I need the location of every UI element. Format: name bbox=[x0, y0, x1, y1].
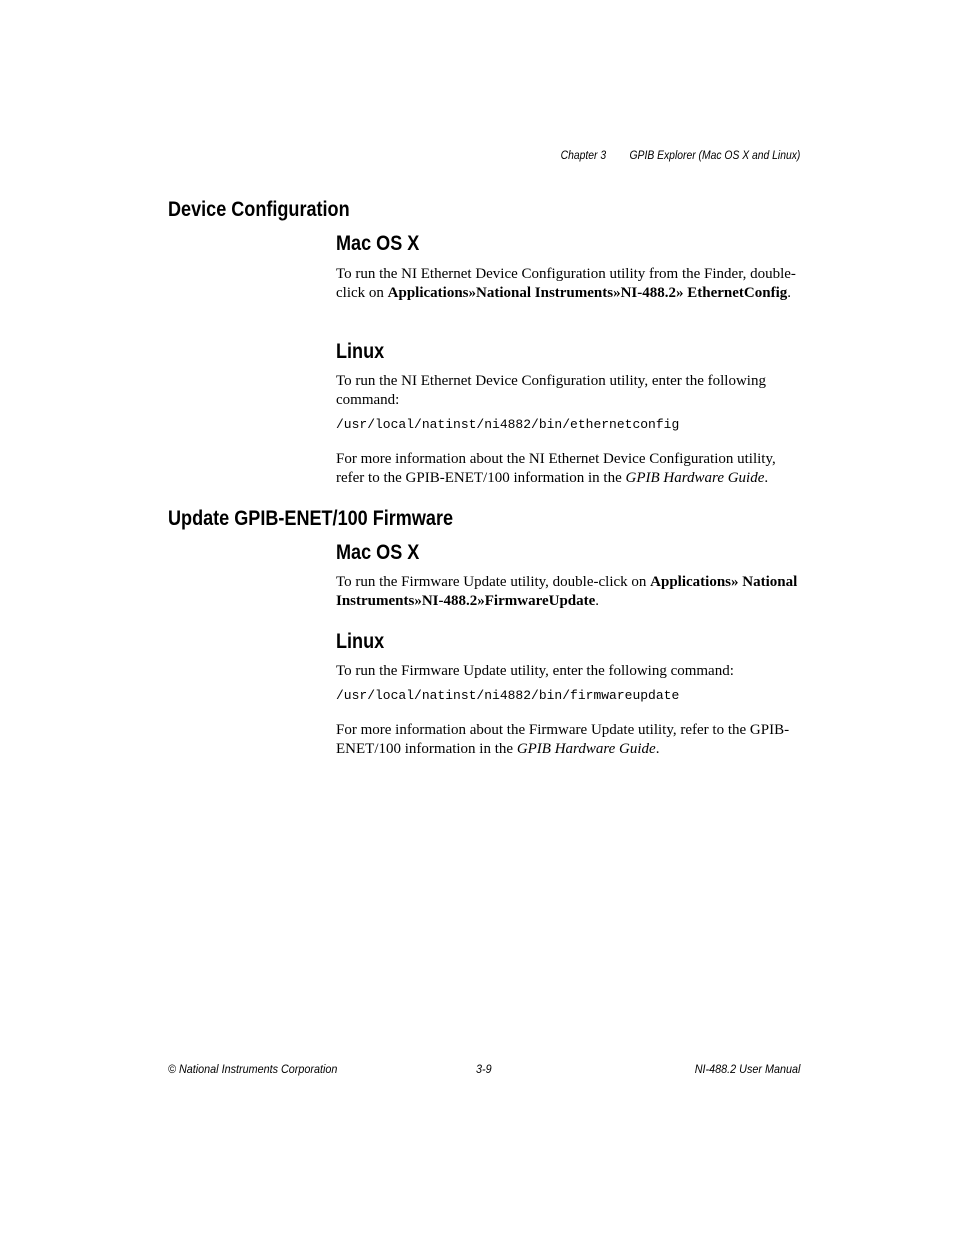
menu-path: Applications»National Instruments»NI-488.2» EthernetConfig bbox=[387, 285, 788, 301]
command-ethernetconfig: /usr/local/natinst/ni4882/bin/ethernetconfig bbox=[336, 417, 680, 432]
section-heading-update-firmware: Update GPIB-ENET/100 Firmware bbox=[168, 507, 454, 530]
subheading-mac-os-x-1: Mac OS X bbox=[336, 232, 420, 255]
text-pre: For more information about the Firmware Update utility, refer to the GPIB-ENET/100 information in the bbox=[336, 722, 790, 757]
footer-copyright: © National Instruments Corporation bbox=[168, 1062, 338, 1076]
text-post: . bbox=[787, 285, 792, 301]
text-post: . bbox=[655, 741, 660, 757]
footer-page-number: 3-9 bbox=[476, 1062, 492, 1076]
running-header bbox=[560, 150, 800, 162]
paragraph-linux-firmwareupdate: To run the Firmware Update utility, enter the following command: bbox=[336, 663, 734, 679]
command-firmwareupdate: /usr/local/natinst/ni4882/bin/firmwareupdate bbox=[336, 688, 680, 703]
paragraph-more-info-1 bbox=[336, 450, 806, 488]
subheading-mac-os-x-2: Mac OS X bbox=[336, 541, 420, 564]
paragraph-mac-firmwareupdate bbox=[336, 573, 806, 611]
guide-title: GPIB Hardware Guide bbox=[516, 741, 656, 757]
menu-path: Applications» National Instruments»NI-488.2»FirmwareUpdate bbox=[336, 574, 798, 609]
guide-title: GPIB Hardware Guide bbox=[625, 470, 765, 486]
text-pre: To run the NI Ethernet Device Configuration utility from the Finder, double-click on bbox=[336, 266, 796, 301]
text-post: . bbox=[764, 470, 769, 486]
text-post: . bbox=[595, 593, 600, 609]
text-pre: To run the Firmware Update utility, double-click on bbox=[336, 574, 651, 590]
header-chapter: Chapter 3 bbox=[560, 150, 606, 162]
subheading-linux-1: Linux bbox=[336, 340, 385, 363]
header-title: GPIB Explorer (Mac OS X and Linux) bbox=[629, 150, 800, 162]
paragraph-linux-ethernetconfig: To run the NI Ethernet Device Configuration utility, enter the following command: bbox=[336, 373, 766, 408]
text-pre: For more information about the NI Ethernet Device Configuration utility, refer to the GPIB-ENET/100 information in the bbox=[336, 451, 776, 486]
section-heading-device-configuration: Device Configuration bbox=[168, 198, 350, 221]
paragraph-mac-ethernetconfig bbox=[336, 265, 806, 303]
paragraph-more-info-2 bbox=[336, 721, 806, 759]
subheading-linux-2: Linux bbox=[336, 630, 385, 653]
footer-manual-title: NI-488.2 User Manual bbox=[694, 1062, 800, 1076]
